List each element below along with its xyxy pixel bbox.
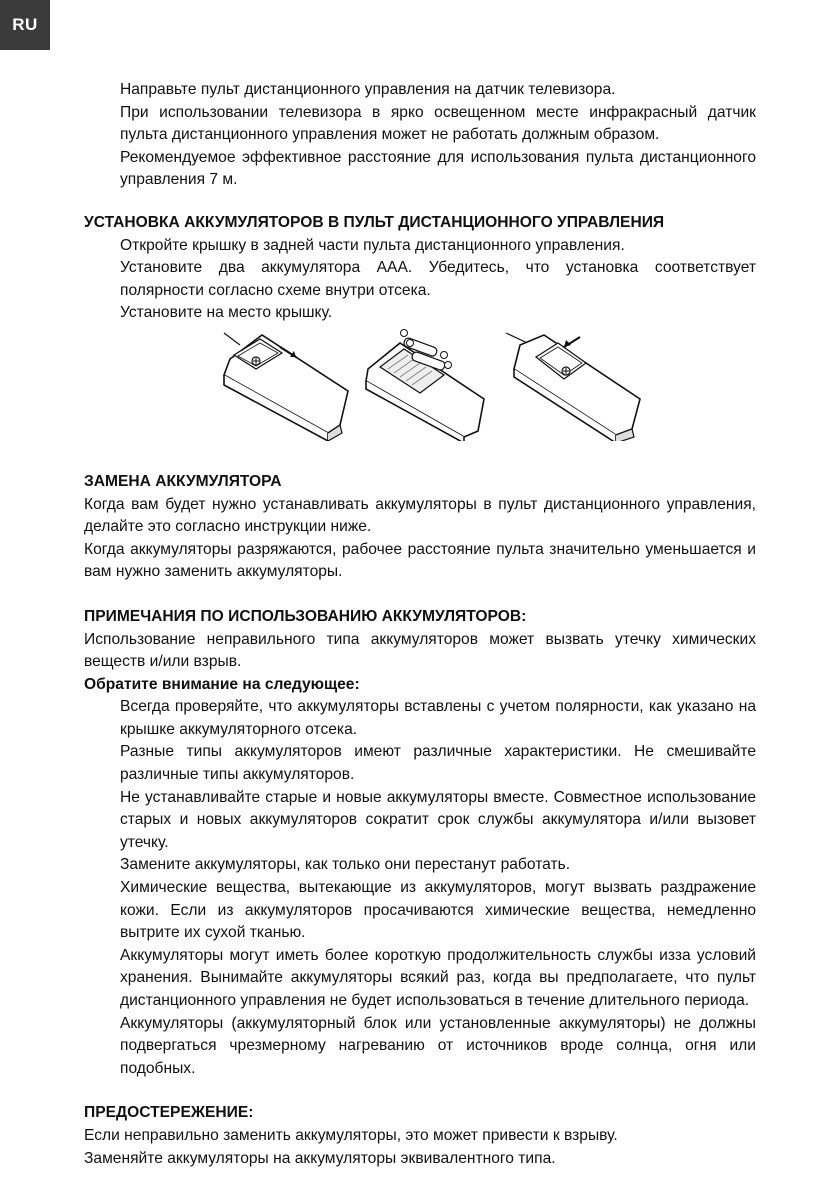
remote-open-cover-icon bbox=[220, 329, 350, 441]
notes-section bbox=[84, 606, 756, 1080]
intro-line-3: Рекомендуемое эффективное расстояние для использования пульта дистанционного управления 7 м. bbox=[120, 148, 756, 189]
replace-section bbox=[84, 471, 756, 584]
note-item-6: Аккумуляторы могут иметь более короткую продолжительность службы изза условий хранения. Вынимайте аккумуляторы всякий раз, когда вы предполагаете, что пульт дистанционного управления не будет использоваться в течение длительного периода. bbox=[120, 946, 756, 1009]
notes-intro: Использование неправильного типа аккумуляторов может вызвать утечку химических веществ и/или взрыв. bbox=[84, 630, 756, 671]
note-item-5: Химические вещества, вытекающие из аккумуляторов, могут вызвать раздражение кожи. Если из аккумуляторов просачиваются химические вещества, немедленно вытрите их сухой тканью. bbox=[120, 879, 756, 942]
note-item-1: Всегда проверяйте, что аккумуляторы вставлены с учетом полярности, как указано на крышке аккумуляторного отсека. bbox=[120, 698, 756, 738]
notes-subheading: Обратите внимание на следующее: bbox=[84, 675, 360, 693]
language-tab: RU bbox=[0, 0, 50, 50]
install-step-2: Установите два аккумулятора AAA. Убедитесь, что установка соответствует полярности согласно схеме внутри отсека. bbox=[120, 259, 756, 299]
install-step-3: Установите на место крышку. bbox=[120, 304, 333, 322]
intro-line-2: При использовании телевизора в ярко освещенном месте инфракрасный датчик пульта дистанционного управления может не работать должным образом. bbox=[120, 103, 756, 144]
replace-heading: ЗАМЕНА АККУМУЛЯТОРА bbox=[84, 472, 282, 490]
caution-section bbox=[84, 1102, 756, 1170]
intro-section bbox=[84, 79, 756, 192]
install-step-1: Откройте крышку в задней части пульта дистанционного управления. bbox=[120, 236, 625, 254]
notes-heading: ПРИМЕЧАНИЯ ПО ИСПОЛЬЗОВАНИЮ АККУМУЛЯТОРОВ: bbox=[84, 607, 527, 625]
install-heading: УСТАНОВКА АККУМУЛЯТОРОВ В ПУЛЬТ ДИСТАНЦИОННОГО УПРАВЛЕНИЯ bbox=[84, 213, 665, 231]
caution-line-2: Заменяйте аккумуляторы на аккумуляторы эквивалентного типа. bbox=[84, 1149, 556, 1167]
battery-install-illustration bbox=[220, 329, 650, 443]
replace-paragraph-1: Когда вам будет нужно устанавливать аккумуляторы в пульт дистанционного управления, делайте это согласно инструкции ниже. bbox=[84, 495, 756, 536]
install-section bbox=[84, 212, 756, 443]
intro-line-1: Направьте пульт дистанционного управления на датчик телевизора. bbox=[120, 81, 616, 98]
remote-close-cover-icon bbox=[500, 329, 650, 441]
note-item-2: Разные типы аккумуляторов имеют различные характеристики. Не смешивайте различные типы аккумуляторов. bbox=[120, 743, 756, 784]
remote-insert-batteries-icon bbox=[360, 329, 490, 441]
caution-line-1: Если неправильно заменить аккумуляторы, это может привести к взрыву. bbox=[84, 1126, 618, 1144]
manual-page bbox=[84, 79, 756, 1170]
note-item-4: Замените аккумуляторы, как только они перестанут работать. bbox=[120, 856, 571, 874]
note-item-3: Не устанавливайте старые и новые аккумуляторы вместе. Совместное использование старых и новых аккумуляторов сократит срок службы аккумулятора и/или вызовет утечку. bbox=[120, 788, 756, 851]
note-item-7: Аккумуляторы (аккумуляторный блок или установленные аккумуляторы) не должны подвергаться чрезмерному нагреванию от источников вроде солнца, огня или подобных. bbox=[120, 1014, 756, 1077]
replace-paragraph-2: Когда аккумуляторы разряжаются, рабочее расстояние пульта значительно уменьшается и вам нужно заменить аккумуляторы. bbox=[84, 540, 756, 581]
caution-heading: ПРЕДОСТЕРЕЖЕНИЕ: bbox=[84, 1104, 254, 1122]
